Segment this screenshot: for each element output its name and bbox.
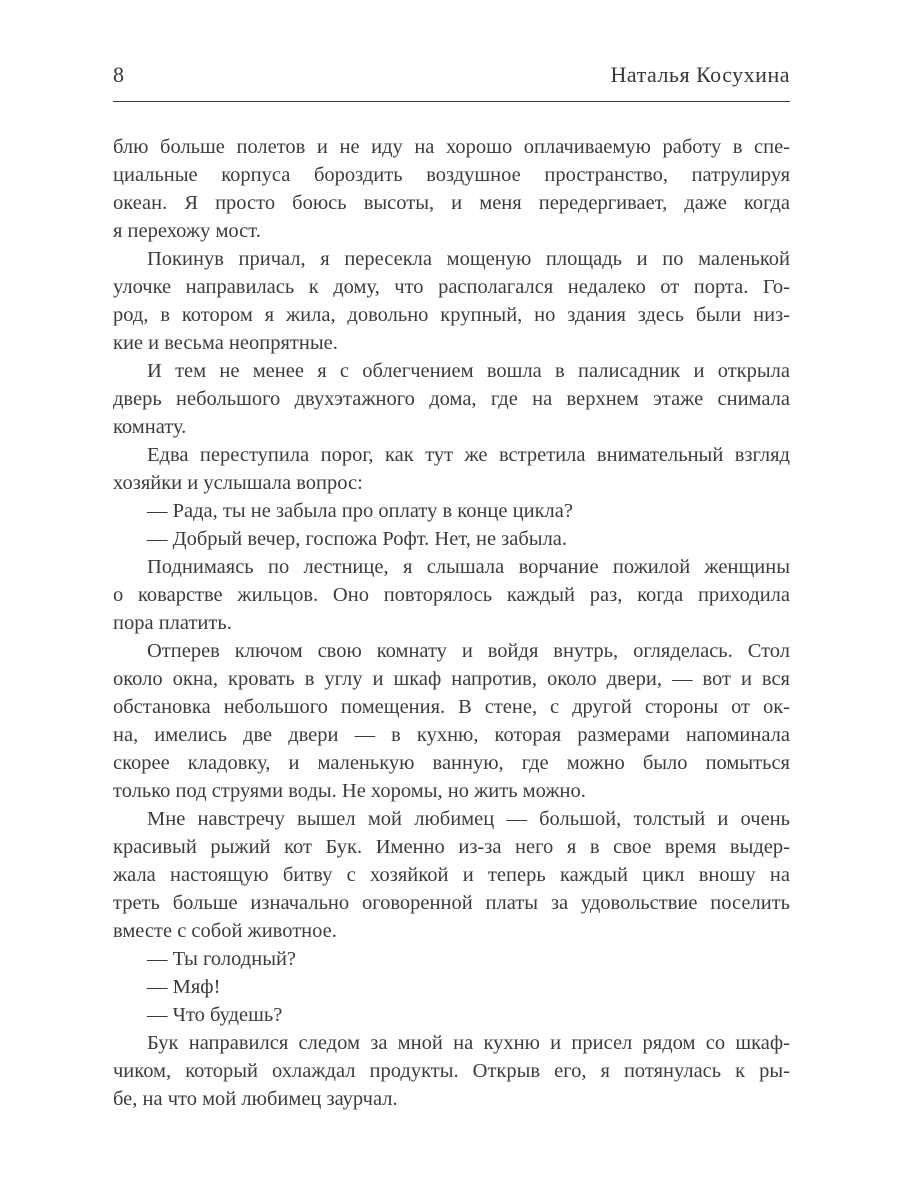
page-header: [113, 64, 790, 86]
dialogue-line: — Ты голодный?: [147, 948, 297, 970]
paragraph: [113, 553, 790, 637]
dialogue-paragraph: [113, 973, 790, 1001]
text-line: хозяйки и услышала вопрос:: [113, 472, 363, 494]
text-line: бе, на что мой любимец заурчал.: [113, 1088, 398, 1110]
paragraph: [113, 1029, 790, 1113]
text-block: [113, 133, 790, 1113]
dialogue-line: — Что будешь?: [147, 1004, 283, 1026]
text-line: циальные корпуса бороздить воздушное пространство, патрулируя: [113, 164, 790, 186]
paragraph: [113, 637, 790, 805]
paragraph: [113, 133, 790, 245]
text-line: Едва переступила порог, как тут же встретила внимательный взгляд: [147, 444, 790, 466]
paragraph: [113, 245, 790, 357]
paragraph: [113, 805, 790, 945]
dialogue-paragraph: [113, 497, 790, 525]
text-line: Покинув причал, я пересекла мощеную площадь и по маленькой: [147, 248, 790, 270]
dialogue-line: — Рада, ты не забыла про оплату в конце цикла?: [147, 500, 573, 522]
text-line: комнату.: [113, 416, 187, 438]
header-divider: [113, 101, 790, 102]
dialogue-line: — Добрый вечер, госпожа Рофт. Нет, не забыла.: [147, 528, 568, 550]
text-line: треть больше изначально оговоренной платы за удовольствие поселить: [113, 892, 790, 914]
text-line: улочке направилась к дому, что располагался недалеко от порта. Го-: [113, 276, 790, 298]
text-line: около окна, кровать в углу и шкаф напротив, около двери, — вот и вся: [113, 668, 790, 690]
text-line: кие и весьма неопрятные.: [113, 332, 338, 354]
text-line: обстановка небольшого помещения. В стене, с другой стороны от ок-: [113, 696, 790, 718]
text-line: океан. Я просто боюсь высоты, и меня передергивает, даже когда: [113, 192, 790, 214]
dialogue-paragraph: [113, 1001, 790, 1029]
dialogue-paragraph: [113, 525, 790, 553]
text-line: скорее кладовку, и маленькую ванную, где можно было помыться: [113, 752, 790, 774]
text-line: на, имелись две двери — в кухню, которая размерами напоминала: [113, 724, 790, 746]
dialogue-paragraph: [113, 945, 790, 973]
text-line: жала настоящую битву с хозяйкой и теперь каждый цикл вношу на: [113, 864, 790, 886]
text-line: дверь небольшого двухэтажного дома, где на верхнем этаже снимала: [113, 388, 790, 410]
text-line: И тем не менее я с облегчением вошла в палисадник и открыла: [147, 360, 790, 382]
text-line: только под струями воды. Не хоромы, но жить можно.: [113, 780, 586, 802]
text-line: я перехожу мост.: [113, 220, 261, 242]
paragraph: [113, 357, 790, 441]
text-line: красивый рыжий кот Бук. Именно из-за него я в свое время выдер-: [113, 836, 790, 858]
text-line: Мне навстречу вышел мой любимец — большой, толстый и очень: [147, 808, 790, 830]
text-line: Отперев ключом свою комнату и войдя внутрь, огляделась. Стол: [147, 640, 790, 662]
text-line: пора платить.: [113, 612, 232, 634]
text-line: Поднимаясь по лестнице, я слышала ворчание пожилой женщины: [147, 556, 790, 578]
running-head: Наталья Косухина: [610, 62, 790, 87]
text-line: о коварстве жильцов. Оно повторялось каждый раз, когда приходила: [113, 584, 790, 606]
paragraph: [113, 441, 790, 497]
dialogue-line: — Мяф!: [147, 976, 221, 998]
text-line: вместе с собой животное.: [113, 920, 337, 942]
page-number: 8: [113, 62, 124, 87]
text-line: род, в котором я жила, довольно крупный, но здания здесь были низ-: [113, 304, 790, 326]
text-line: блю больше полетов и не иду на хорошо оплачиваемую работу в спе-: [113, 136, 790, 158]
text-line: Бук направился следом за мной на кухню и присел рядом со шкаф-: [147, 1032, 790, 1054]
text-line: чиком, который охлаждал продукты. Открыв его, я потянулась к ры-: [113, 1060, 790, 1082]
